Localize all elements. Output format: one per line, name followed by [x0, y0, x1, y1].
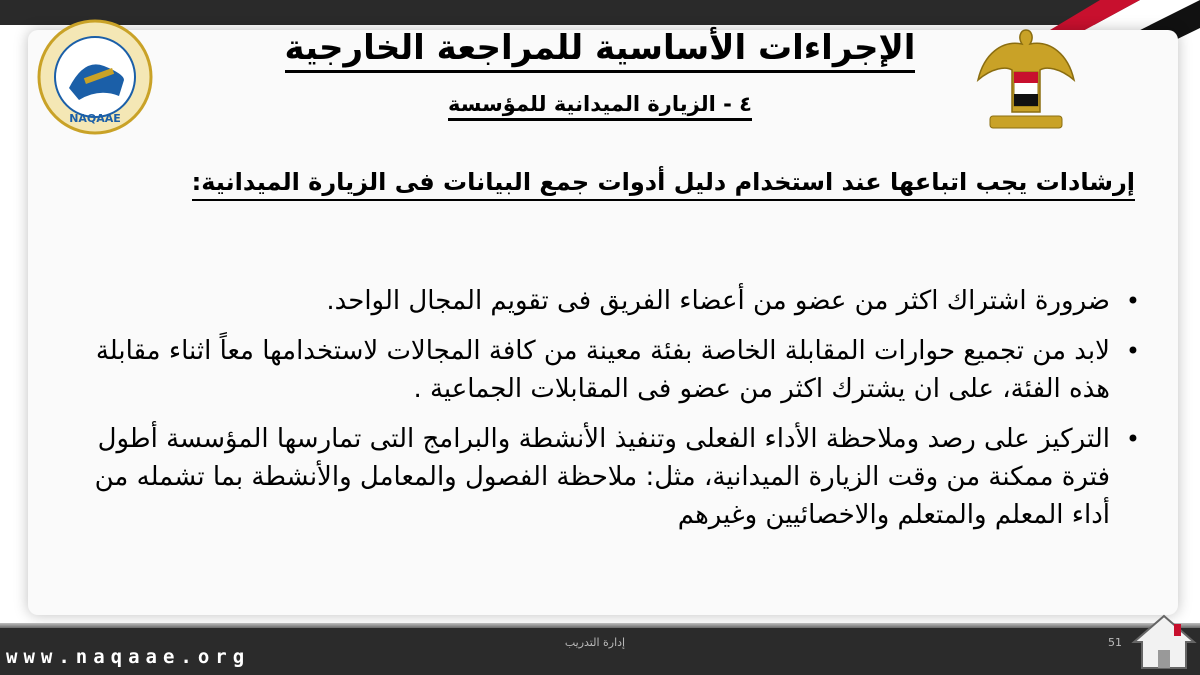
bullet-marker: • — [1125, 287, 1140, 315]
page-number: 51 — [1108, 636, 1122, 649]
slide-title-text: الإجراءات الأساسية للمراجعة الخارجية — [285, 28, 916, 73]
bullet-item — [90, 332, 1140, 408]
bullet-item — [90, 282, 1140, 320]
home-icon[interactable] — [1128, 612, 1200, 672]
bullet-text: التركيز على رصد وملاحظة الأداء الفعلى وتنفيذ الأنشطة والبرامج التى تمارسها المؤسسة أطول فترة ممكنة من وقت الزيارة الميدانية، مثل: ملاحظة الفصول والمعامل والأنشطة بما تشمله من أداء المعلم والمتعلم والاخصائيين وغيرهم — [94, 424, 1110, 530]
bullet-list — [90, 282, 1140, 546]
slide-subtitle-text: ٤ - الزيارة الميدانية للمؤسسة — [448, 92, 752, 121]
bullet-marker: • — [1125, 337, 1140, 365]
naqaae-logo — [24, 18, 166, 136]
slide-subtitle — [350, 92, 850, 116]
bullet-text: ضرورة اشتراك اكثر من عضو من أعضاء الفريق فى تقويم المجال الواحد. — [326, 286, 1110, 316]
bullet-text: لابد من تجميع حوارات المقابلة الخاصة بفئة معينة من كافة المجالات لاستخدامها معاً اثناء مقابلة هذه الفئة، على ان يشترك اكثر من عضو فى المقابلات الجماعية . — [95, 336, 1110, 404]
section-heading — [60, 168, 1135, 196]
footer-department: إدارة التدريب — [564, 636, 626, 649]
section-heading-text: إرشادات يجب اتباعها عند استخدام دليل أدوات جمع البيانات فى الزيارة الميدانية: — [192, 168, 1135, 201]
egypt-eagle-emblem — [972, 20, 1080, 135]
website-link[interactable]: www.naqaae.org — [6, 646, 251, 668]
logo-text: NAQAAE — [69, 112, 121, 125]
bullet-marker: • — [1125, 425, 1140, 453]
slide-title — [250, 28, 950, 68]
bullet-item — [90, 420, 1140, 534]
